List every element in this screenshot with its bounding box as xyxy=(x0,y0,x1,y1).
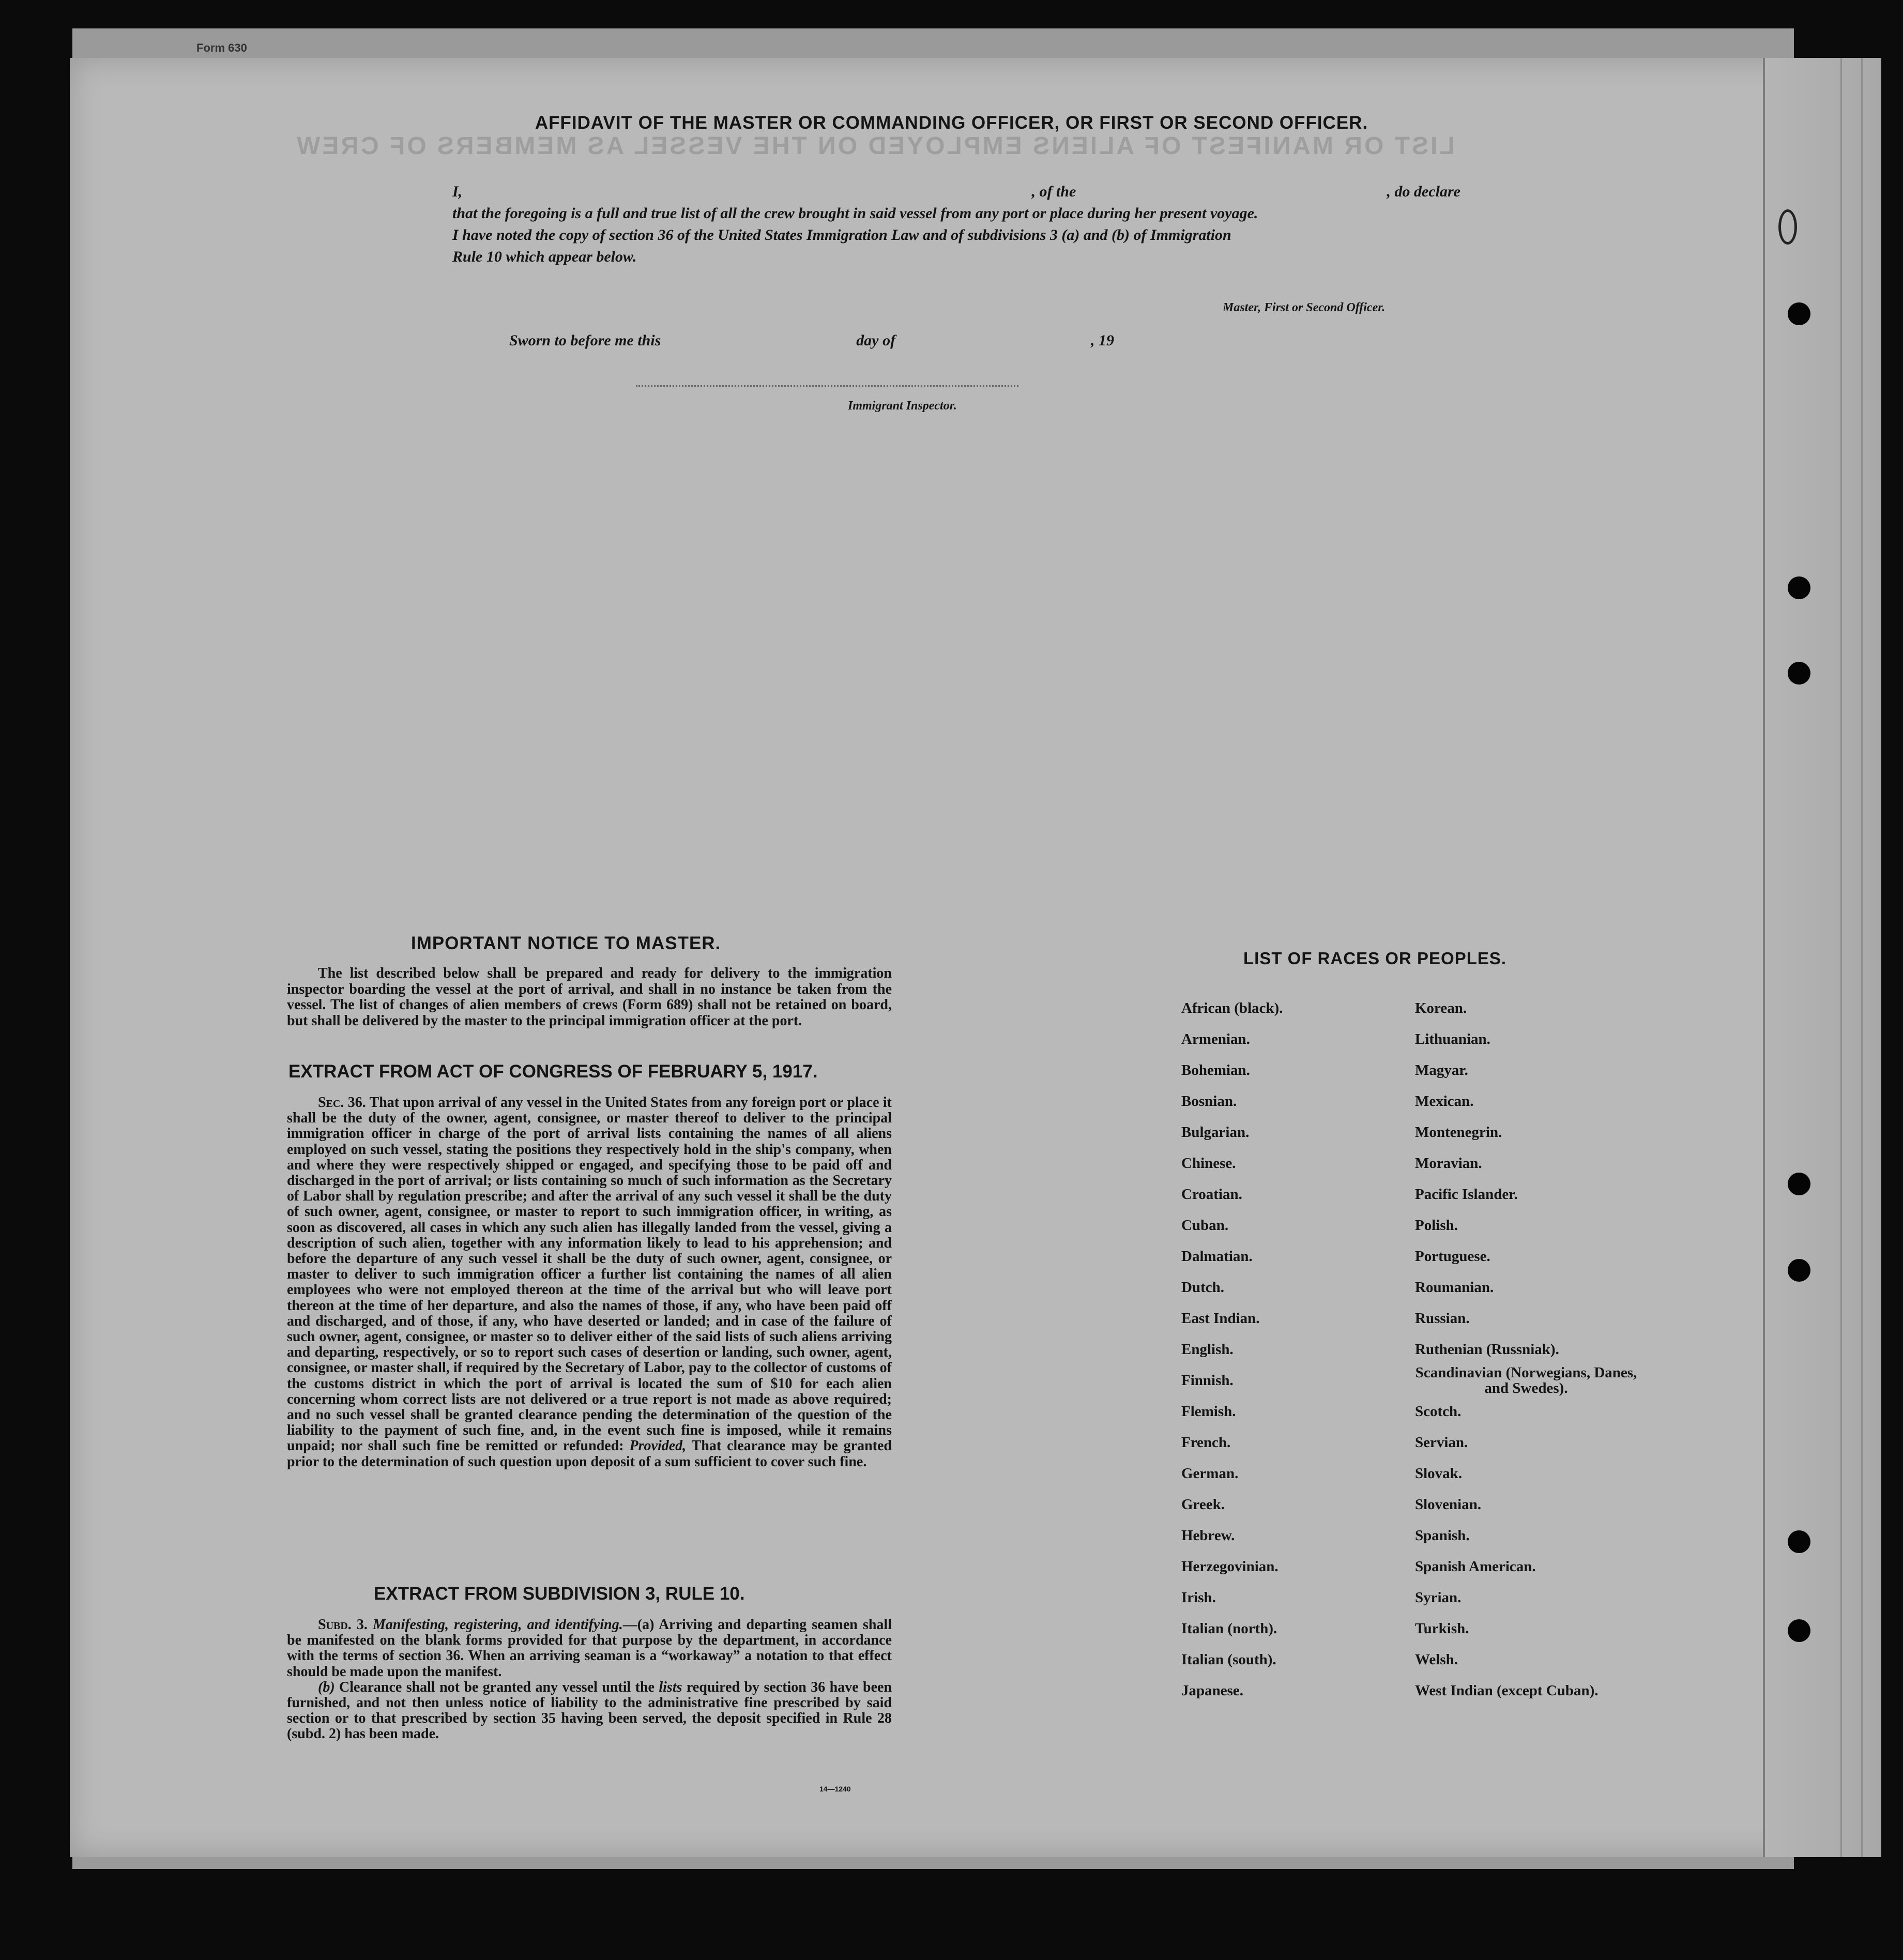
declaration xyxy=(452,181,1460,268)
race-item: Spanish. xyxy=(1415,1527,1470,1544)
race-item: Flemish. xyxy=(1181,1403,1236,1420)
race-item: Japanese. xyxy=(1181,1682,1244,1699)
race-item: Portuguese. xyxy=(1415,1248,1490,1265)
declaration-line-2: that the foregoing is a full and true list of all the crew brought in said vessel from any port or place during her present voyage. xyxy=(452,205,1258,222)
races-title: LIST OF RACES OR PEOPLES. xyxy=(1243,949,1507,968)
declaration-line-4: Rule 10 which appear below. xyxy=(452,248,637,265)
race-item: Irish. xyxy=(1181,1589,1216,1606)
rule-text-b1: Clearance shall not be granted any vessel until the xyxy=(339,1679,654,1695)
race-item: Servian. xyxy=(1415,1434,1468,1451)
act-text-a: That upon arrival of any vessel in the United States from any foreign port or place it shall be the duty of the owner, agent, consignee, or master thereof to deliver to the principal immigration officer in charge of the port of arrival lists containing the names of all aliens employed on such vessel, stating the positions they respectively hold in the ship's company, when and where they were respectively shipped or engaged, and specifying those to be paid off and discharged in the port of arrival; or lists containing so much of such information as the Secretary of Labor shall by regulation prescribe; and after the arrival of any such vessel it shall be the duty of such owner, agent, consignee, or master to report to such immigration officer, in writing, as soon as discovered, all cases in which any such alien has illegally landed from the vessel, giving a description of such alien, together with any information likely to lead to his apprehension; and before the departure of any such vessel it shall be the duty of such owner, agent, consignee, or master to deliver to such immigration officer a further list containing the names of all alien employees who were not employed thereon at the time of the arrival but who will leave port thereon at the time of her departure, and also the names of those, if any, who have been paid off and discharged, and of those, if any, who have deserted or landed; and in case of the failure of such owner, agent, consignee, or master so to deliver either of the said lists of such aliens arriving and departing, respectively, or so to report such cases of desertion or landing, such owner, agent, consignee, or master shall, if required by the Secretary of Labor, pay to the collector of customs of the customs district in which the port of arrival is located the sum of $10 for each alien concerning whom correct lists are not delivered or a true report is not made as above required; and no such vessel shall be granted clearance pending the determination of the question of the liability to the payment of such fine, and, in the event such fine is imposed, while it remains unpaid; nor shall such fine be remitted or refunded: xyxy=(287,1095,892,1454)
act-extract-text xyxy=(287,1095,892,1470)
race-item: Bulgarian. xyxy=(1181,1124,1250,1141)
race-item: Slovenian. xyxy=(1415,1496,1482,1513)
race-item: Finnish. xyxy=(1181,1372,1234,1389)
declaration-do-declare: , do declare xyxy=(1387,183,1460,200)
sworn-year: , 19 xyxy=(1091,332,1114,349)
race-item: Scandinavian (Norwegians, Danes, and Swedes). xyxy=(1415,1364,1637,1396)
race-item: Hebrew. xyxy=(1181,1527,1235,1544)
race-item: Mexican. xyxy=(1415,1093,1474,1110)
declaration-line-1 xyxy=(452,181,1460,203)
race-item: West Indian (except Cuban). xyxy=(1415,1682,1598,1699)
race-item: African (black). xyxy=(1181,1000,1283,1016)
race-item: Slovak. xyxy=(1415,1465,1463,1482)
race-item: Magyar. xyxy=(1415,1062,1468,1078)
punch-hole xyxy=(1788,302,1810,325)
race-item: Syrian. xyxy=(1415,1589,1461,1606)
race-item: Chinese. xyxy=(1181,1155,1236,1172)
margin-rule xyxy=(1840,58,1842,1857)
punch-hole xyxy=(1788,1173,1810,1195)
race-item: Greek. xyxy=(1181,1496,1225,1513)
page-edge xyxy=(1763,58,1881,1857)
form-number: Form 630 xyxy=(196,41,247,54)
rule-b-label: (b) xyxy=(318,1679,335,1695)
race-item: East Indian. xyxy=(1181,1310,1260,1327)
race-item: Italian (south). xyxy=(1181,1651,1276,1668)
sworn-day-of: day of xyxy=(856,332,896,349)
punch-hole xyxy=(1788,1259,1810,1282)
rule-text-b2: required by section 36 have been furnished, and not then unless notice of liability to the administrative fine prescribed by said section or to that prescribed by section 35 having been served, the deposit specified in Rule 28 (subd. 2) has been made. xyxy=(287,1679,892,1742)
act-text-b: That clearance may be granted prior to the determination of such question upon deposit of a sum sufficient to cover such fine. xyxy=(287,1438,892,1470)
race-item: Russian. xyxy=(1415,1310,1470,1327)
section-label: Sec. 36. xyxy=(318,1095,366,1111)
punch-hole xyxy=(1788,576,1810,599)
punch-hole xyxy=(1788,1530,1810,1553)
race-item: Moravian. xyxy=(1415,1155,1482,1172)
declaration-line-3: I have noted the copy of section 36 of the United States Immigration Law and of subdivisions 3 (a) and (b) of Immigration xyxy=(452,226,1231,244)
rule-extract-text xyxy=(287,1617,892,1742)
race-item: Lithuanian. xyxy=(1415,1031,1490,1047)
sworn-line xyxy=(509,332,1114,350)
provided-word: Provided, xyxy=(629,1438,687,1454)
inspector-signature-line xyxy=(636,385,1018,387)
race-item: Ruthenian (Russniak). xyxy=(1415,1341,1559,1358)
race-item: Bosnian. xyxy=(1181,1093,1237,1110)
race-item: Korean. xyxy=(1415,1000,1467,1016)
handwritten-mark xyxy=(1778,209,1797,245)
declaration-of-the: , of the xyxy=(1031,183,1076,200)
lists-word: lists xyxy=(659,1679,682,1695)
race-item: Roumanian. xyxy=(1415,1279,1494,1296)
punch-hole xyxy=(1788,662,1810,685)
race-item: French. xyxy=(1181,1434,1231,1451)
race-item: Italian (north). xyxy=(1181,1620,1277,1637)
rule-text-a: —(a) Arriving and departing seamen shall be manifested on the blank forms provided for that purpose by the department, in accordance with the terms of section 36. When an arriving seaman is a “workaway” a notation to that effect should be made upon the manifest. xyxy=(287,1617,892,1680)
affidavit-title: AFFIDAVIT OF THE MASTER OR COMMANDING OFFICER, OR FIRST OR SECOND OFFICER. xyxy=(535,113,1368,133)
race-item: Armenian. xyxy=(1181,1031,1250,1047)
margin-rule xyxy=(1861,58,1863,1857)
master-signature-label: Master, First or Second Officer. xyxy=(1223,301,1386,314)
race-item: German. xyxy=(1181,1465,1239,1482)
race-item: Bohemian. xyxy=(1181,1062,1250,1078)
race-item: Dutch. xyxy=(1181,1279,1224,1296)
race-item: Cuban. xyxy=(1181,1217,1229,1234)
punch-hole xyxy=(1788,1619,1810,1642)
race-item: Spanish American. xyxy=(1415,1558,1536,1575)
notice-title: IMPORTANT NOTICE TO MASTER. xyxy=(411,933,721,953)
race-item: Turkish. xyxy=(1415,1620,1469,1637)
declaration-i: I, xyxy=(452,183,463,200)
rule-heading: Manifesting, registering, and identifying. xyxy=(372,1617,623,1633)
race-item: Croatian. xyxy=(1181,1186,1242,1203)
race-item: Montenegrin. xyxy=(1415,1124,1502,1141)
race-item: Polish. xyxy=(1415,1217,1458,1234)
races-left-column xyxy=(1181,993,1283,1706)
race-item: Pacific Islander. xyxy=(1415,1186,1518,1203)
race-item: English. xyxy=(1181,1341,1234,1358)
form-code: 14—1240 xyxy=(819,1785,851,1793)
notice-body: The list described below shall be prepared and ready for delivery to the immigration inspector boarding the vessel at the port of arrival, and shall in no instance be taken from the vessel. The list of changes of alien members of crews (Form 689) shall not be retained on board, but shall be delivered by the master to the principal immigration officer at the port. xyxy=(287,965,892,1029)
inspector-label: Immigrant Inspector. xyxy=(848,399,957,413)
sworn-text: Sworn to before me this xyxy=(509,332,661,349)
race-item: Welsh. xyxy=(1415,1651,1458,1668)
bleedthrough-title: LIST OR MANIFEST OF ALIENS EMPLOYED ON THE VESSEL AS MEMBERS OF CREW xyxy=(295,132,1455,160)
races-right-column xyxy=(1415,993,1637,1706)
race-item: Scotch. xyxy=(1415,1403,1461,1420)
rule-extract-title: EXTRACT FROM SUBDIVISION 3, RULE 10. xyxy=(374,1584,745,1604)
act-extract-title: EXTRACT FROM ACT OF CONGRESS OF FEBRUARY 5, 1917. xyxy=(288,1061,818,1082)
notice-text xyxy=(287,966,892,1029)
race-item: Herzegovinian. xyxy=(1181,1558,1278,1575)
race-item: Dalmatian. xyxy=(1181,1248,1253,1265)
subd-label: Subd. 3. xyxy=(318,1617,368,1633)
